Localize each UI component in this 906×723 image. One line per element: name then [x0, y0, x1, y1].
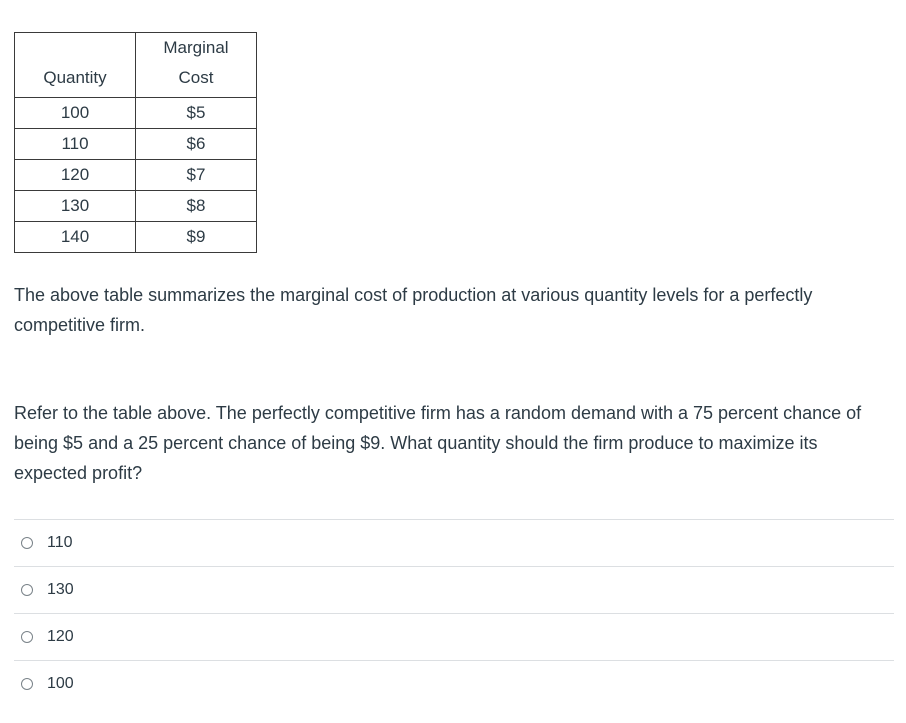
table-row — [15, 222, 257, 253]
radio-button[interactable] — [21, 678, 33, 690]
marginal-cost-cell: $8 — [136, 191, 257, 222]
answer-label: 110 — [47, 534, 73, 551]
radio-button[interactable] — [21, 584, 33, 596]
marginal-cost-cell: $9 — [136, 222, 257, 253]
answer-label: 120 — [47, 628, 74, 645]
table-row — [15, 129, 257, 160]
quantity-cell: 100 — [15, 98, 136, 129]
answer-label: 130 — [47, 581, 74, 598]
marginal-cost-header-line1: Marginal — [163, 38, 229, 57]
answer-option[interactable] — [14, 660, 894, 707]
answer-list — [14, 519, 894, 707]
quantity-cell: 120 — [15, 160, 136, 191]
marginal-cost-table — [14, 32, 257, 253]
answer-option[interactable] — [14, 566, 894, 613]
radio-button[interactable] — [21, 631, 33, 643]
quantity-cell: 110 — [15, 129, 136, 160]
answer-label: 100 — [47, 675, 74, 692]
marginal-cost-cell: $6 — [136, 129, 257, 160]
table-row — [15, 191, 257, 222]
table-header-row — [15, 33, 257, 98]
answer-option[interactable] — [14, 613, 894, 660]
question-text: Refer to the table above. The perfectly competitive firm has a random demand with a 75 percent chance of being $5 and a 25 percent chance of being $9. What quantity should the firm produce to maximize its expected profit? — [14, 403, 862, 483]
table-row — [15, 160, 257, 191]
radio-button[interactable] — [21, 537, 33, 549]
table-description: The above table summarizes the marginal cost of production at various quantity levels for a perfectly competitive firm. — [14, 285, 813, 335]
marginal-cost-cell: $5 — [136, 98, 257, 129]
quantity-cell: 130 — [15, 191, 136, 222]
marginal-cost-cell: $7 — [136, 160, 257, 191]
quantity-cell: 140 — [15, 222, 136, 253]
quantity-header: Quantity — [15, 33, 136, 98]
table-row — [15, 98, 257, 129]
marginal-cost-header — [136, 33, 257, 98]
marginal-cost-header-line2: Cost — [178, 68, 214, 87]
answer-option[interactable] — [14, 519, 894, 566]
